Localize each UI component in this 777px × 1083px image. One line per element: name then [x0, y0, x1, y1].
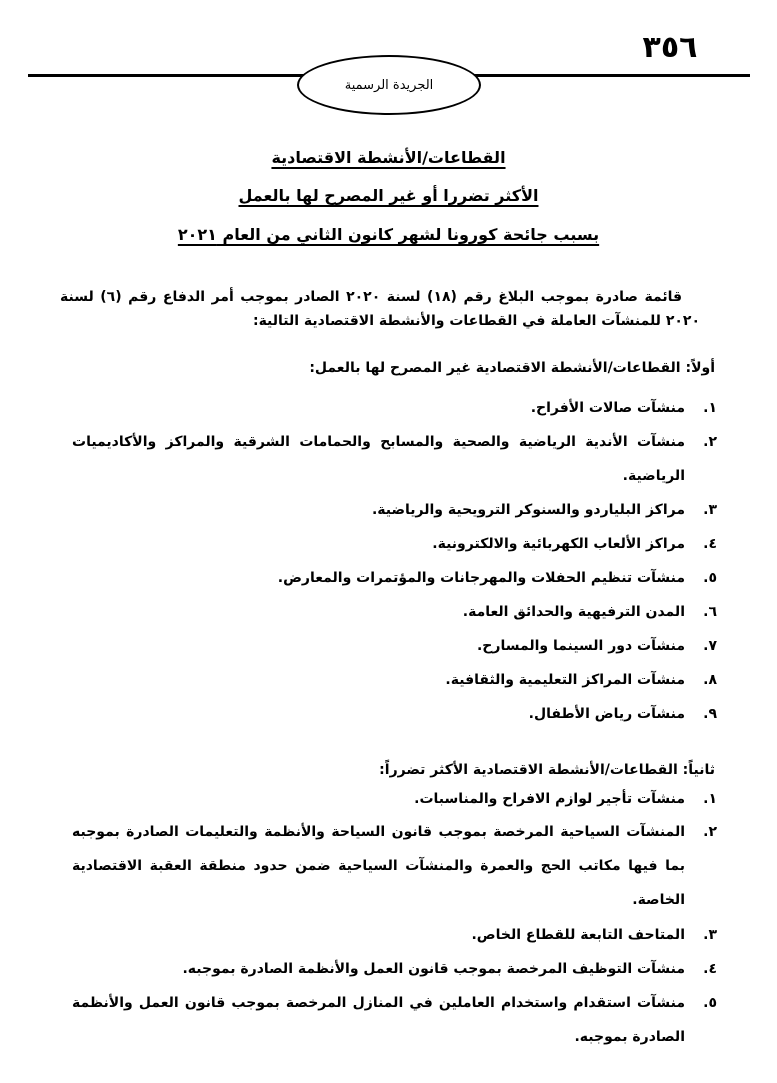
list-item-number: ٤.	[703, 961, 717, 977]
document-subtitle-period: بسبب جائحة كورونا لشهر كانون الثاني من العام ٢٠٢١	[177, 225, 600, 244]
list-item-text: منشآت الأندية الرياضية والصحية والمسابح والحمامات الشرقية والمراكز والأكاديميات الرياضية.	[72, 434, 685, 484]
list-item-number: ٥.	[703, 995, 717, 1011]
list-item	[85, 918, 717, 952]
list-item-number: ٥.	[703, 570, 717, 586]
list-item-number: ٦.	[703, 604, 717, 620]
list-item-text: منشآت دور السينما والمسارح.	[476, 638, 685, 654]
list-item-number: ٩.	[703, 706, 717, 722]
list-item	[85, 952, 717, 986]
list-item	[72, 986, 717, 1054]
publication-name: الجريدة الرسمية	[344, 77, 434, 93]
list-item-text: منشآت استقدام واستخدام العاملين في المنازل المرخصة بموجب قانون العمل والأنظمة الصادرة بموجبه.	[72, 995, 685, 1045]
list-item-text: مراكز الألعاب الكهربائية والالكترونية.	[432, 536, 685, 552]
list-item	[85, 561, 717, 595]
list-item-text: المتاحف التابعة للقطاع الخاص.	[471, 927, 685, 943]
list-item-number: ٤.	[703, 536, 717, 552]
list-item	[85, 391, 717, 425]
list-item-text: منشآت المراكز التعليمية والثقافية.	[445, 672, 685, 688]
section-1-heading: أولاً: القطاعات/الأنشطة الاقتصادية غير المصرح لها بالعمل:	[309, 360, 715, 376]
section-2-heading: ثانياً: القطاعات/الأنشطة الاقتصادية الأكثر تضرراً:	[379, 762, 715, 778]
list-item	[85, 527, 717, 561]
list-item-text: المنشآت السياحية المرخصة بموجب قانون السياحة والأنظمة والتعليمات الصادرة بموجبه بما فيها مكاتب الحج والعمرة والمنشآت السياحية ضمن حدود منطقة العقبة الاقتصادية الخاصة.	[72, 824, 685, 908]
list-item-text: منشآت التوظيف المرخصة بموجب قانون العمل والأنظمة الصادرة بموجبه.	[182, 961, 685, 977]
list-item-text: منشآت رياض الأطفال.	[528, 706, 685, 722]
list-item-number: ٨.	[703, 672, 717, 688]
list-item-text: منشآت صالات الأفراح.	[530, 400, 685, 416]
list-item	[72, 815, 717, 917]
list-item	[85, 697, 717, 731]
list-item	[85, 629, 717, 663]
list-item-text: المدن الترفيهية والحدائق العامة.	[462, 604, 685, 620]
list-item-text: مراكز البلياردو والسنوكر الترويحية والرياضية.	[371, 502, 685, 518]
list-item-number: ١.	[703, 400, 717, 416]
list-item-text: منشآت تنظيم الحفلات والمهرجانات والمؤتمرات والمعارض.	[277, 570, 685, 586]
page-number: ٣٥٦	[642, 30, 698, 65]
list-item	[85, 493, 717, 527]
intro-paragraph: قائمة صادرة بموجب البلاغ رقم (١٨) لسنة ٢٠٢٠ الصادر بموجب أمر الدفاع رقم (٦) لسنة ٢٠٢٠ للمنشآت العاملة في القطاعات والأنشطة الاقتصادية التالية:	[60, 289, 700, 329]
list-item-number: ٧.	[703, 638, 717, 654]
list-item-text: منشآت تأجير لوازم الافراح والمناسبات.	[414, 791, 685, 807]
list-item	[72, 425, 717, 493]
list-item-number: ١.	[703, 791, 717, 807]
list-item	[85, 782, 717, 816]
list-item	[85, 595, 717, 629]
list-item-number: ٢.	[703, 824, 717, 840]
document-subtitle: الأكثر تضررا أو غير المصرح لها بالعمل	[238, 186, 539, 205]
publication-badge	[297, 55, 481, 115]
list-item	[85, 663, 717, 697]
list-item-number: ٣.	[703, 927, 717, 943]
list-item-number: ٣.	[703, 502, 717, 518]
list-item-number: ٢.	[703, 434, 717, 450]
document-title: القطاعات/الأنشطة الاقتصادية	[271, 148, 506, 167]
